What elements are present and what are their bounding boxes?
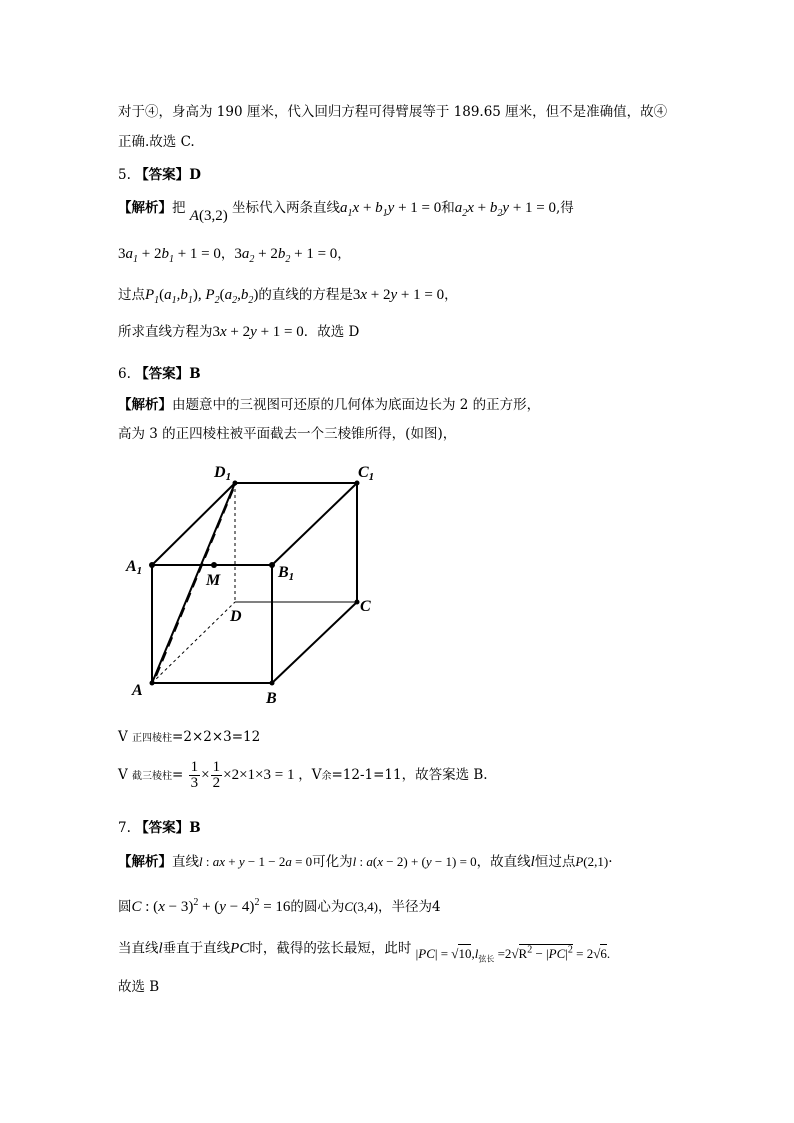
- point-b: [270, 681, 275, 686]
- q5-solution-line-2: $3a_1 + 2b_1 + 1 = 0$，$3a_2 + 2b_2 + 1 = 0$，: [118, 246, 351, 265]
- label-c1: C1: [358, 464, 375, 483]
- q6-solution-line-2: 高为 3 的正四棱柱被平面截去一个三棱锥所得，(如图)，: [118, 426, 457, 442]
- label-d: D: [230, 608, 242, 625]
- label-b1: B1: [278, 564, 295, 583]
- text-line-2: 正确.故选 C.: [118, 134, 195, 150]
- label-c: C: [360, 598, 371, 615]
- q5-answer-line: 5. 【答案】D: [118, 167, 201, 183]
- hidden-edge-a-d: [152, 602, 235, 683]
- point-a1: [149, 562, 155, 568]
- label-d1: D1: [214, 464, 232, 483]
- q7-conclusion: 故选 B: [118, 979, 160, 995]
- q5-solution-line-4: 所求直线方程为3x + 2y + 1 = 0．故选 D: [118, 324, 360, 340]
- prism-figure: [120, 455, 390, 715]
- edge-b1-c1: [272, 483, 357, 565]
- q6-answer-line: 6. 【答案】B: [118, 366, 201, 382]
- point-c: [355, 600, 360, 605]
- q6-volume-line-2: V 截三棱柱= $\frac{1}{3}$ × $\frac{1}{2}$ ×2×1×3 = 1 ，V余=12-1=11，故答案选 B.: [118, 759, 488, 791]
- q5-solution-line-1: 【解析】把 A(3,2) 坐标代入两条直线$a_1x + b_1y + 1 = 0$和$a_2x + b_2y + 1 = 0$,得: [118, 200, 574, 224]
- q5-solution-line-3: 过点$P_1(a_1,b_1)$, $P_2(a_2,b_2)$的直线的方程是3x + 2y + 1 = 0，: [118, 287, 458, 306]
- point-d1: [233, 481, 238, 486]
- point-c1: [355, 481, 360, 486]
- q7-solution-line-1: 【解析】直线l : ax + y − 1 − 2a = 0可化为l : a(x − 2) + (y − 1) = 0，故直线l恒过点P(2,1)·: [118, 854, 613, 870]
- label-a1: A1: [126, 558, 143, 577]
- text-line-1: 对于④，身高为 190 厘米，代入回归方程可得臂展等于 189.65 厘米，但不是准确值，故④: [118, 104, 668, 120]
- q6-solution-line-1: 【解析】由题意中的三视图可还原的几何体为底面边长为 2 的正方形，: [118, 397, 541, 413]
- q6-volume-line-1: V 正四棱柱=2×2×3=12: [118, 729, 261, 745]
- point-m: [211, 562, 217, 568]
- label-b: B: [266, 690, 277, 707]
- label-a: A: [132, 682, 143, 699]
- point-a: [150, 681, 155, 686]
- q7-answer-line: 7. 【答案】B: [118, 820, 201, 836]
- point-b1: [269, 562, 275, 568]
- edge-a1-d1: [152, 483, 235, 565]
- label-m: M: [206, 572, 221, 589]
- q7-solution-line-2: 圆C : $(x - 3)^2 + (y - 4)^2 = 16$的圆心为C(3,4)，半径为4: [118, 897, 441, 915]
- edge-b-c: [272, 602, 357, 683]
- q7-solution-line-3: 当直线l垂直于直线PC时，截得的弦长最短，此时 $|PC| = √10,l_{弦长} =2√R^2 - |PC|^2 = 2√6$.: [118, 940, 611, 964]
